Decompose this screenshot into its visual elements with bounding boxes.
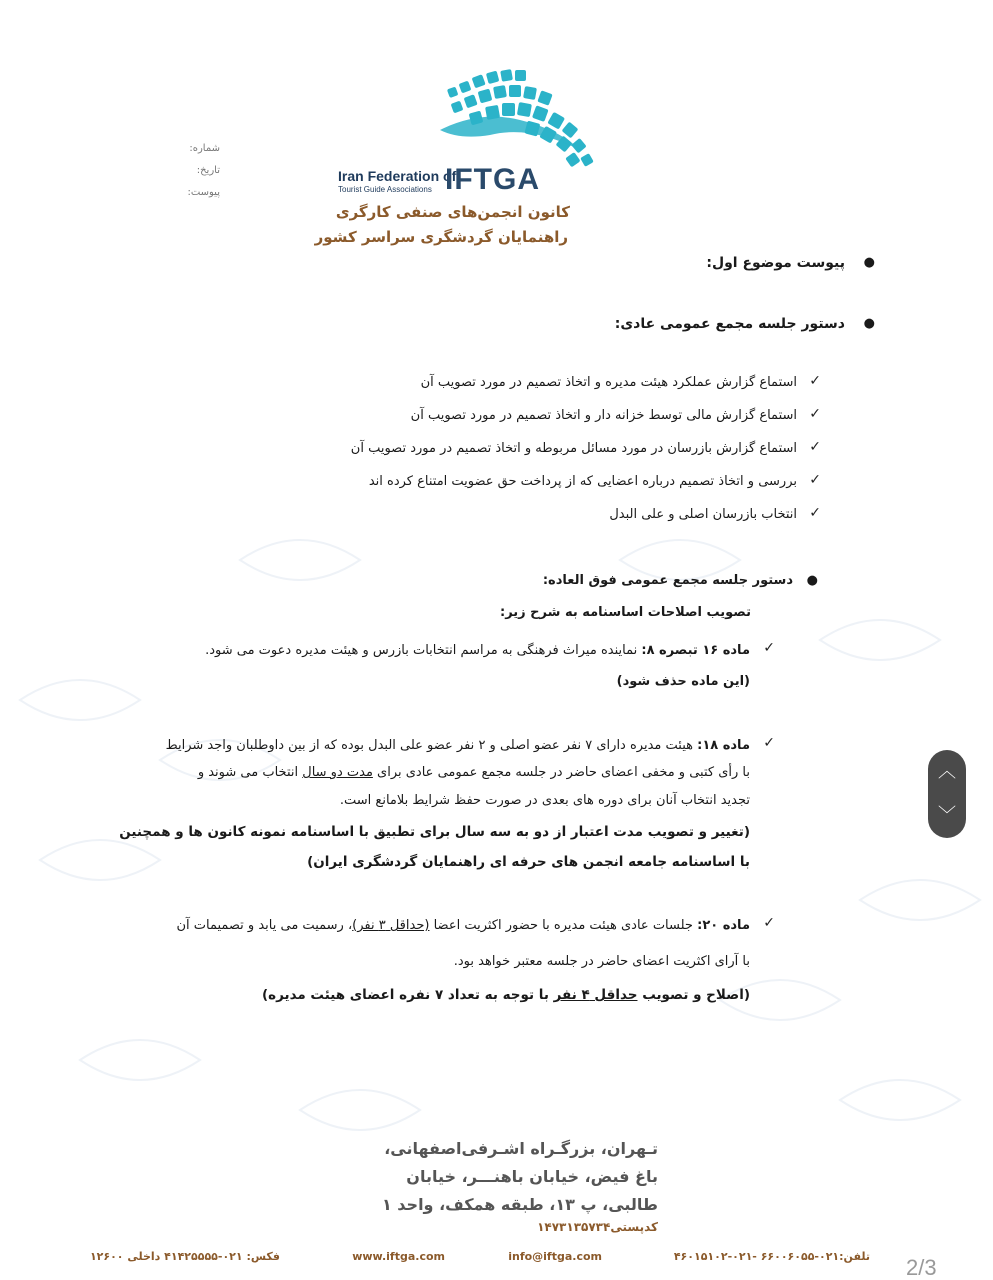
article-20-line1-part1: جلسات عادی هیئت مدیره با حضور اکثریت اعضا (433, 918, 693, 933)
article-18-line2-part2: انتخاب می شوند و (197, 765, 299, 780)
bullet-icon: ● (863, 255, 875, 270)
footer-postal-code: کدپستی۱۴۷۳۱۳۵۷۳۴ (537, 1220, 658, 1234)
scroll-down-button[interactable] (928, 794, 966, 838)
article-18-label: ماده ۱۸: (697, 738, 750, 753)
iftga-logo (314, 60, 630, 255)
footer-email-link[interactable]: info@iftga.com (508, 1250, 602, 1263)
checkmark-icon: ✓ (809, 472, 821, 488)
ordinary-item: استماع گزارش بازرسان در مورد مسائل مربوطه و اتخاذ تصمیم در مورد تصویب آن (350, 441, 797, 456)
meta-number-label: شماره: (189, 143, 220, 154)
article-20-label: ماده ۲۰: (697, 918, 750, 933)
article-18-line1 (166, 738, 750, 753)
article-20-line2: با آرای اکثریت اعضای حاضر در جلسه معتبر خواهد بود. (453, 954, 750, 969)
page-indicator: 2/3 (906, 1255, 937, 1280)
logo-acronym: IFTGA (445, 163, 540, 196)
extra-agenda-subtitle: تصویب اصلاحات اساسنامه به شرح زیر: (500, 605, 751, 620)
logo-persian-line2: راهنمایان گردشگری سراسر کشور (314, 228, 568, 246)
logo-wave-icon (330, 60, 630, 170)
ordinary-item: استماع گزارش مالی توسط خزانه دار و اتخاذ تصمیم در مورد تصویب آن (410, 408, 797, 423)
article-20-note (262, 987, 750, 1003)
scroll-up-button[interactable] (928, 750, 966, 794)
article-20-note-underlined: حداقل ۴ نفر (553, 987, 638, 1003)
article-16-label: ماده ۱۶ تبصره ۸: (641, 643, 750, 658)
article-20-note-part2: با توجه به تعداد ۷ نفره اعضای هیئت مدیره) (261, 987, 549, 1003)
logo-persian-line1: کانون انجمن‌های صنفی کارگری (335, 203, 570, 221)
article-20-line1-part2: ، رسمیت می یابد و تصمیمات آن (176, 918, 353, 933)
article-16-text (205, 643, 750, 658)
bullet-icon: ● (863, 316, 875, 331)
article-20-line1-underlined: (حداقل ۳ نفر) (352, 918, 430, 933)
checkmark-icon: ✓ (763, 640, 775, 656)
footer-fax: فکس: ۰۲۱-۴۱۴۲۵۵۵۵ داخلی ۱۲۶۰۰ (89, 1250, 280, 1263)
footer-address (382, 1135, 658, 1219)
bullet-icon: ● (806, 573, 818, 588)
chevron-up-icon: ︿ (938, 761, 956, 782)
address-line: طالبی، پ ۱۳، طبقه همکف، واحد ۱ (381, 1195, 658, 1214)
checkmark-icon: ✓ (809, 439, 821, 455)
ordinary-agenda-title: دستور جلسه مجمع عمومی عادی: (614, 316, 845, 332)
article-16-note: (این ماده حذف شود) (616, 674, 750, 689)
letter-meta-fields (130, 138, 220, 204)
checkmark-icon: ✓ (809, 373, 821, 389)
checkmark-icon: ✓ (809, 505, 821, 521)
ordinary-item: استماع گزارش عملکرد هیئت مدیره و اتخاذ تصمیم در مورد تصویب آن (420, 375, 797, 390)
chevron-down-icon: ﹀ (938, 805, 956, 826)
footer-website-link[interactable]: www.iftga.com (352, 1250, 445, 1263)
article-20-line1 (176, 918, 750, 933)
article-18-line3: تجدید انتخاب آنان برای دوره های بعدی در صورت حفظ شرایط بلامانع است. (339, 793, 750, 808)
footer-phone: تلفن:۰۲۱-۶۶۰۰۶۰۵۵ -۰۲۱-۴۶۰۱۵۱۰۲ (673, 1250, 870, 1263)
ordinary-item: بررسی و اتخاذ تصمیم درباره اعضایی که از پرداخت حق عضویت امتناع کرده اند (368, 474, 797, 489)
checkmark-icon: ✓ (763, 915, 775, 931)
meta-attachment-label: پیوست: (187, 187, 220, 198)
attachment-title: پیوست موضوع اول: (706, 255, 845, 271)
extra-agenda-title: دستور جلسه مجمع عمومی فوق العاده: (542, 573, 793, 588)
checkmark-icon: ✓ (809, 406, 821, 422)
logo-english-line1: Iran Federation of (338, 168, 457, 184)
meta-date-label: تاریخ: (196, 165, 220, 176)
article-18-line2-part1: با رأی کتبی و مخفی اعضای حاضر در جلسه مجمع عمومی عادی برای (377, 765, 750, 780)
article-18-line2-underlined: مدت دو سال (302, 765, 373, 780)
article-18-line2 (198, 765, 750, 780)
address-line: باغ فیض، خیابان باهنـــر، خیابان (406, 1167, 658, 1186)
ordinary-item: انتخاب بازرسان اصلی و علی البدل (609, 507, 797, 522)
logo-english-line2: Tourist Guide Associations (338, 185, 432, 194)
article-16-body: نماینده میراث فرهنگی به مراسم انتخابات بازرس و هیئت مدیره دعوت می شود. (205, 643, 638, 658)
checkmark-icon: ✓ (763, 735, 775, 751)
address-line: تـهران، بزرگـراه اشـرفی‌اصفهانی، (384, 1139, 658, 1158)
article-18-note2: با اساسنامه جامعه انجمن های حرفه ای راهنمایان گردشگری ایران) (307, 854, 750, 870)
footer-contact-bar (89, 1250, 870, 1272)
page-scroll-control[interactable] (928, 750, 966, 838)
article-18-note1: (تغییر و تصویب مدت اعتبار از دو به سه سال برای تطبیق با اساسنامه نمونه کانون ها و همچنین (119, 824, 750, 840)
article-20-note-part1: (اصلاح و تصویب (642, 987, 750, 1003)
article-18-line1-body: هیئت مدیره دارای ۷ نفر عضو اصلی و ۲ نفر عضو علی البدل بوده که از بین داوطلبان واجد شرایط (165, 738, 693, 753)
